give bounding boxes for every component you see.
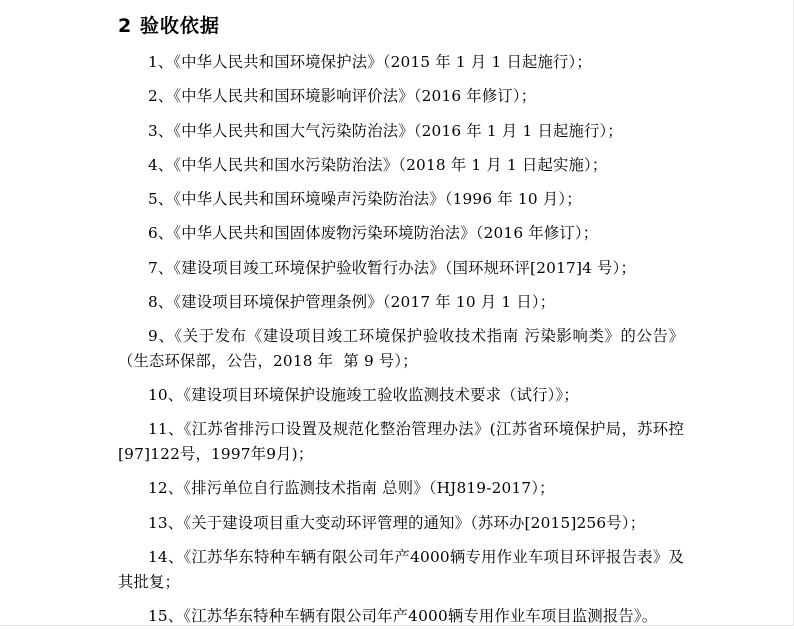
list-item: 12、《排污单位自行监测技术指南 总则》（HJ819-2017）；: [148, 479, 555, 498]
reference-list: [0, 41, 794, 629]
list-item: 14、《江苏华东特种车辆有限公司年产4000辆专用作业车项目环评报告表》及其批复；: [118, 547, 684, 591]
list-item: 11、《江苏省排污口设置及规范化整治管理办法》(江苏省环境保护局，苏环控[97]122号，1997年9月)；: [118, 420, 684, 464]
list-item: 7、《建设项目竣工环境保护验收暂行办法》（国环规环评[2017]4 号）；: [148, 258, 636, 277]
list-item: 6、《中华人民共和国固体废物污染环境防治法》（2016 年修订）；: [148, 224, 599, 243]
list-item: 1、《中华人民共和国环境保护法》（2015 年 1 月 1 日起施行）；: [148, 53, 592, 71]
list-item: 15、《江苏华东特种车辆有限公司年产4000辆专用作业车项目监测报告》。: [148, 607, 658, 626]
page-heading: 2 验收依据: [118, 15, 220, 37]
list-item: 9、《关于发布《建设项目竣工环境保护验收技术指南 污染影响类》的公告》（生态环保部，公告，2018 年 第 9 号）；: [118, 327, 684, 370]
list-item: 4、《中华人民共和国水污染防治法》（2018 年 1 月 1 日起实施）；: [148, 155, 608, 174]
list-item: 10、《建设项目环境保护设施竣工验收监测技术要求（试行）》；: [148, 386, 579, 405]
list-item: 8、《建设项目环境保护管理条例》（2017 年 10 月 1 日）；: [148, 292, 556, 311]
list-item: 2、《中华人民共和国环境影响评价法》（2016 年修订）；: [148, 87, 537, 106]
list-item: 3、《中华人民共和国大气污染防治法》（2016 年 1 月 1 日起施行）；: [148, 121, 623, 140]
list-item: 13、《关于建设项目重大变动环评管理的通知》（苏环办[2015]256号）；: [148, 513, 646, 532]
list-item: 5、《中华人民共和国环境噪声污染防治法》（1996 年 10 月）；: [148, 190, 582, 209]
